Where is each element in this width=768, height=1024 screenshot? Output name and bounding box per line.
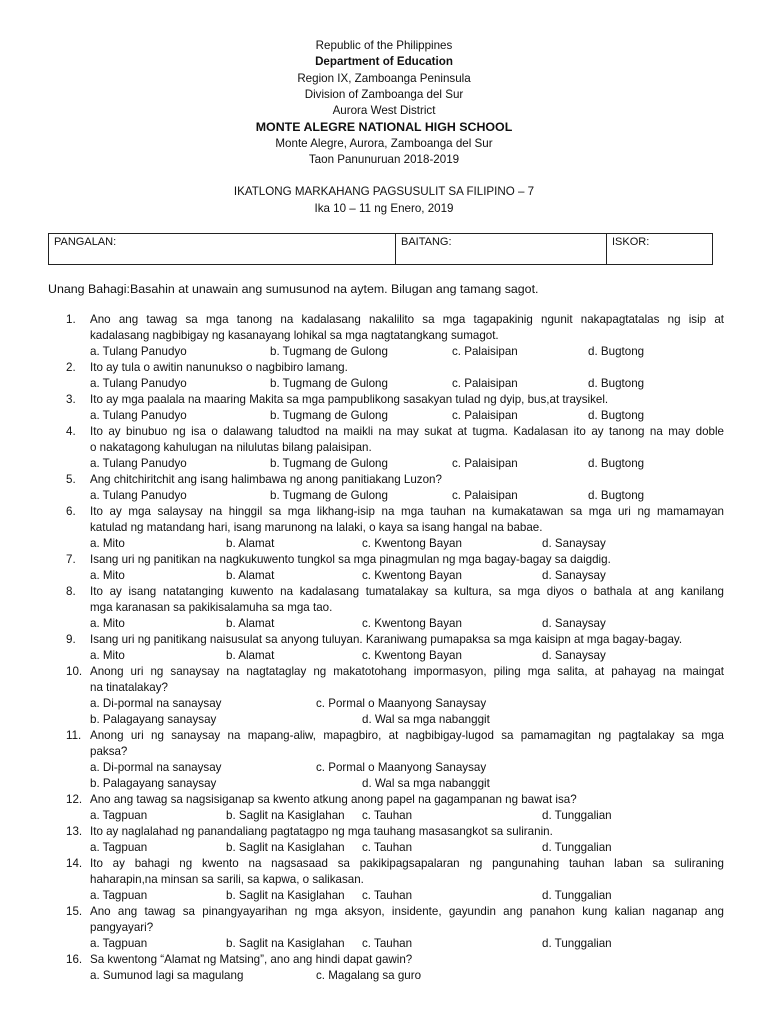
question-number: 6. (66, 505, 76, 518)
question-text: Ito ay mga salaysay na hinggil sa mga likhang-isip na mga tauhan na kumakatawan sa mga uri ng mamamayan (90, 505, 724, 518)
answer-option[interactable]: b. Saglit na Kasiglahan (226, 889, 345, 902)
answer-option[interactable]: b. Alamat (226, 617, 275, 630)
question-text: katulad ng matandang hari, isang marunong na lalaki, o kaya sa isang hangal na babae. (90, 521, 543, 534)
answer-option[interactable]: c. Tauhan (362, 937, 413, 950)
answer-option[interactable]: b. Saglit na Kasiglahan (226, 809, 345, 822)
answer-option[interactable]: c. Kwentong Bayan (362, 649, 462, 662)
answer-option[interactable]: b. Tugmang de Gulong (270, 409, 388, 422)
question-text: Ito ay naglalahad ng panandaliang pagtatagpo ng mga tauhang masasangkot sa suliranin. (90, 825, 553, 838)
question-text: Ito ay bahagi ng kwento na nagsasaad sa pakikipagsapalaran ng pangunahing tauhan laban sa suliraning (90, 857, 724, 870)
question-number: 10. (66, 665, 83, 678)
header-line-republic: Republic of the Philippines (315, 39, 453, 52)
question-text: o nakatagong kahulugan na nilulutas bilang palaisipan. (90, 441, 372, 454)
score-field[interactable] (607, 234, 713, 265)
student-info-table (48, 233, 713, 265)
answer-option[interactable]: c. Pormal o Maanyong Sanaysay (316, 761, 487, 774)
answer-option[interactable]: b. Tugmang de Gulong (270, 377, 388, 390)
question-number: 14. (66, 857, 83, 870)
answer-option[interactable]: a. Sumunod lagi sa magulang (90, 969, 244, 982)
answer-option[interactable]: d. Tunggalian (542, 889, 612, 902)
question-item (0, 312, 768, 360)
question-number: 13. (66, 825, 83, 838)
answer-option[interactable]: b. Palagayang sanaysay (90, 777, 217, 790)
question-text: Ang chitchiritchit ang isang halimbawa ng anong panitiakang Luzon? (90, 473, 442, 486)
question-item (0, 392, 768, 424)
answer-option[interactable]: d. Sanaysay (542, 569, 606, 582)
question-number: 12. (66, 793, 83, 806)
question-text: haharapin,na minsan sa sarili, sa kapwa, o salikasan. (90, 873, 364, 886)
answer-option[interactable]: a. Mito (90, 569, 125, 582)
answer-option[interactable]: b. Palagayang sanaysay (90, 713, 217, 726)
question-text: Ano ang tawag sa nagsisiganap sa kwento atkung anong papel na gagampanan ng bawat isa? (90, 793, 577, 806)
answer-option[interactable]: c. Kwentong Bayan (362, 537, 462, 550)
answer-option[interactable]: c. Palaisipan (452, 377, 518, 390)
question-item (0, 728, 768, 792)
answer-option[interactable]: c. Kwentong Bayan (362, 617, 462, 630)
question-number: 4. (66, 425, 76, 438)
answer-option[interactable]: c. Tauhan (362, 889, 413, 902)
school-address: Monte Alegre, Aurora, Zamboanga del Sur (275, 136, 493, 150)
question-text: Isang uri ng panitikang naisusulat sa anyong tuluyan. Karaniwang pumapaksa sa mga kaisipn at mga bagay-bagay. (90, 633, 683, 646)
answer-option[interactable]: b. Saglit na Kasiglahan (226, 937, 345, 950)
answer-option[interactable]: d. Tunggalian (542, 937, 612, 950)
answer-option[interactable]: a. Tulang Panudyo (90, 345, 187, 358)
answer-option[interactable]: d. Wal sa mga nabanggit (362, 713, 490, 726)
question-item (0, 504, 768, 552)
answer-option[interactable]: d. Bugtong (588, 409, 645, 422)
question-number: 11. (66, 729, 82, 742)
header-line-department: Department of Education (315, 55, 453, 69)
answer-option[interactable]: d. Tunggalian (542, 841, 612, 854)
answer-option[interactable]: a. Tagpuan (90, 937, 148, 950)
question-number: 5. (66, 473, 76, 486)
question-number: 16. (66, 953, 83, 966)
answer-option[interactable]: a. Tagpuan (90, 809, 148, 822)
answer-option[interactable]: a. Tulang Panudyo (90, 457, 187, 470)
grade-field[interactable] (396, 234, 607, 265)
question-text: Ito ay tula o awitin nanunukso o nagbibiro lamang. (90, 361, 348, 374)
answer-option[interactable]: a. Tagpuan (90, 889, 148, 902)
answer-option[interactable]: a. Tulang Panudyo (90, 489, 187, 502)
answer-option[interactable]: b. Alamat (226, 649, 275, 662)
answer-option[interactable]: d. Bugtong (588, 457, 645, 470)
question-item (0, 584, 768, 632)
grade-label: BAITANG: (401, 236, 452, 248)
exam-title: IKATLONG MARKAHANG PAGSUSULIT SA FILIPINO – 7 (233, 185, 535, 199)
question-number: 3. (66, 393, 76, 406)
question-number: 7. (66, 553, 76, 566)
answer-option[interactable]: a. Di-pormal na sanaysay (90, 761, 222, 774)
question-number: 8. (66, 585, 76, 598)
question-text: pangyayari? (90, 921, 154, 934)
answer-option[interactable]: d. Sanaysay (542, 649, 606, 662)
question-text: na tinatalakay? (90, 681, 168, 694)
question-item (0, 664, 768, 728)
answer-option[interactable]: a. Tagpuan (90, 841, 148, 854)
answer-option[interactable]: c. Tauhan (362, 809, 413, 822)
answer-option[interactable]: d. Bugtong (588, 345, 645, 358)
answer-option[interactable]: c. Magalang sa guro (316, 969, 422, 982)
answer-option[interactable]: d. Tunggalian (542, 809, 612, 822)
question-item (0, 472, 768, 504)
question-text: Isang uri ng panitikan na nagkukuwento tungkol sa mga pinagmulan ng mga bagay-bagay sa daigdig. (90, 553, 611, 566)
question-text: kadalasang nagbibigay ng kasanayang lohikal sa mga nagtatangkang sumagot. (90, 329, 499, 342)
question-number: 1. (66, 313, 76, 326)
answer-option[interactable]: d. Bugtong (588, 489, 645, 502)
school-name: MONTE ALEGRE NATIONAL HIGH SCHOOL (255, 120, 513, 135)
answer-option[interactable]: b. Alamat (226, 537, 275, 550)
document-header (0, 38, 768, 217)
question-number: 9. (66, 633, 76, 646)
answer-option[interactable]: a. Mito (90, 617, 125, 630)
question-text: Anong uri ng sanaysay na nagtataglay ng makatotohang impormasyon, piling mga salita, at pahayag na maingat (90, 665, 724, 678)
header-line-district: Aurora West District (332, 104, 436, 118)
answer-option[interactable]: b. Saglit na Kasiglahan (226, 841, 345, 854)
answer-option[interactable]: b. Tugmang de Gulong (270, 489, 388, 502)
question-text: Ano ang tawag sa pinangyayarihan ng mga aksyon, insidente, gayundin ang panahon kung kalian naganap ang (90, 905, 724, 918)
question-number: 2. (66, 361, 76, 374)
question-text: Ito ay binubuo ng isa o dalawang taludtod na maikli na may sukat at tugma. Kadalasan ito ay tanong na may doble (90, 425, 724, 438)
answer-option[interactable]: d. Sanaysay (542, 537, 606, 550)
question-item (0, 824, 768, 856)
answer-option[interactable]: c. Pormal o Maanyong Sanaysay (316, 697, 487, 710)
answer-option[interactable]: a. Mito (90, 649, 125, 662)
school-year: Taon Panunuruan 2018-2019 (308, 153, 460, 167)
answer-option[interactable]: d. Wal sa mga nabanggit (362, 777, 490, 790)
answer-option[interactable]: a. Tulang Panudyo (90, 377, 187, 390)
answer-option[interactable]: a. Di-pormal na sanaysay (90, 697, 222, 710)
question-item (0, 360, 768, 392)
answer-option[interactable]: b. Tugmang de Gulong (270, 345, 388, 358)
name-field[interactable] (49, 234, 396, 265)
question-item (0, 552, 768, 584)
question-text: Ito ay isang natatanging kuwento na kadalasang tumatalakay sa kultura, sa mga diyos o bathala at ang kanilang (90, 585, 724, 598)
answer-option[interactable]: c. Palaisipan (452, 409, 518, 422)
question-number: 15. (66, 905, 83, 918)
answer-option[interactable]: c. Kwentong Bayan (362, 569, 462, 582)
question-text: Ano ang tawag sa mga tanong na kadalasang nakalilito sa mga tagapakinig ngunit nakapagtatalas ng isip at (90, 313, 724, 326)
header-line-division: Division of Zamboanga del Sur (304, 87, 464, 101)
header-line-region: Region IX, Zamboanga Peninsula (297, 71, 471, 85)
question-text: paksa? (90, 745, 128, 758)
answer-option[interactable]: c. Palaisipan (452, 489, 518, 502)
question-item (0, 792, 768, 824)
name-label: PANGALAN: (54, 236, 117, 248)
answer-option[interactable]: d. Bugtong (588, 377, 645, 390)
instructions: Unang Bahagi:Basahin at unawain ang sumusunod na aytem. Bilugan ang tamang sagot. (48, 282, 539, 296)
answer-option[interactable]: c. Tauhan (362, 841, 413, 854)
question-item (0, 856, 768, 904)
answer-option[interactable]: c. Palaisipan (452, 345, 518, 358)
question-item (0, 424, 768, 472)
question-item (0, 904, 768, 952)
answer-option[interactable]: c. Palaisipan (452, 457, 518, 470)
score-label: ISKOR: (612, 236, 650, 248)
answer-option[interactable]: b. Alamat (226, 569, 275, 582)
question-text: mga karanasan sa pakikisalamuha sa mga tao. (90, 601, 333, 614)
question-item (0, 632, 768, 664)
answer-option[interactable]: d. Sanaysay (542, 617, 606, 630)
answer-option[interactable]: a. Tulang Panudyo (90, 409, 187, 422)
question-item (0, 952, 768, 984)
question-text: Ito ay mga paalala na maaring Makita sa mga pampublikong sasakyan tulad ng dyip, bus,at traysikel. (90, 393, 609, 406)
answer-option[interactable]: a. Mito (90, 537, 125, 550)
question-text: Anong uri ng sanaysay na mapang-aliw, mapagbiro, at nagbibigay-lugod sa pamamagitan ng pagtalakay sa mga (90, 729, 724, 742)
question-list (0, 312, 768, 984)
exam-date: Ika 10 – 11 ng Enero, 2019 (314, 201, 454, 215)
answer-option[interactable]: b. Tugmang de Gulong (270, 457, 388, 470)
question-text: Sa kwentong “Alamat ng Matsing”, ano ang hindi dapat gawin? (90, 953, 413, 966)
